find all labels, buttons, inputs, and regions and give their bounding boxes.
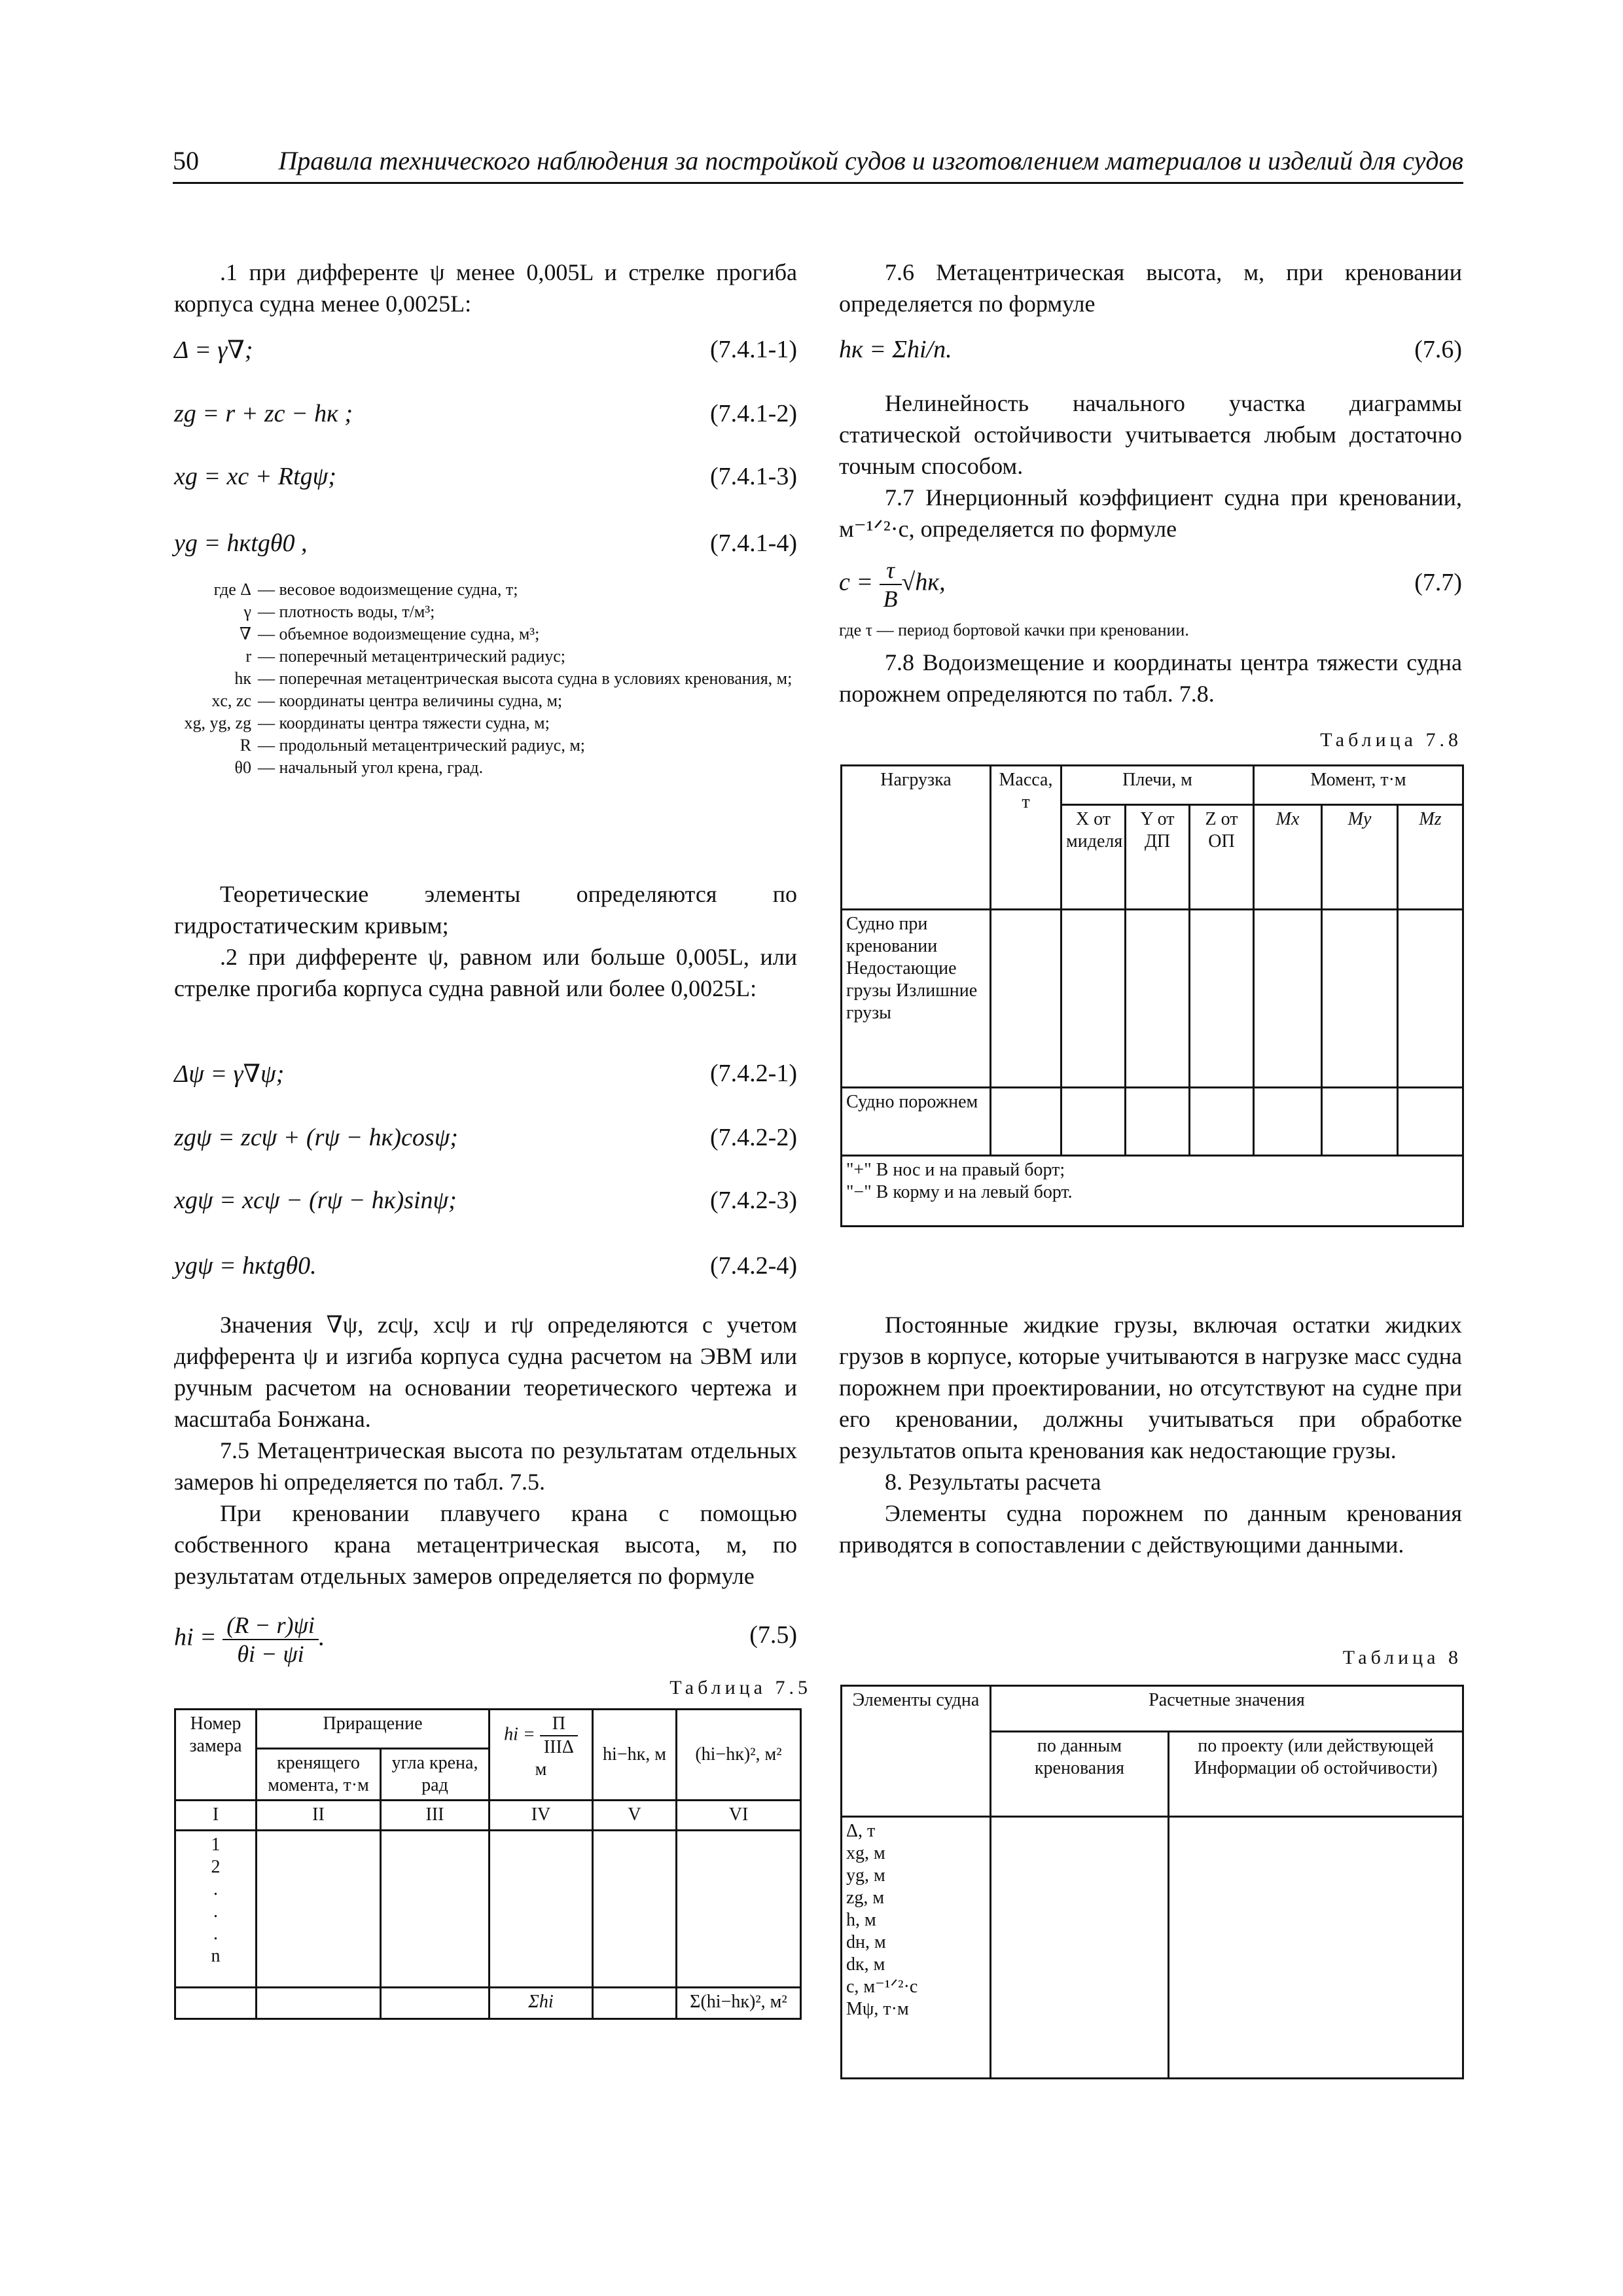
- where-item: r — поперечный метацентрический радиус;: [245, 647, 566, 666]
- equation-7-5: [174, 1606, 797, 1665]
- table-cell: [1169, 1817, 1463, 2079]
- right-paragraphs-3: [839, 619, 1462, 709]
- list-item: dн, м: [846, 1932, 886, 1952]
- formula: yg = hкtgθ0 ,: [174, 529, 308, 557]
- where-item: xg, yg, zg — координаты центра тяжести судна, м;: [184, 713, 550, 732]
- table-8: [840, 1685, 1464, 2079]
- equation-number: (7.6): [1414, 336, 1462, 363]
- where-item: xc, zc — координаты центра величины судна, м;: [211, 691, 563, 710]
- equation-7-7: [839, 556, 1462, 614]
- row-inclining: Судно при креновании Недостающие грузы Излишние грузы: [842, 910, 991, 1088]
- formula: zgψ = zcψ + (rψ − hк)cosψ;: [174, 1124, 458, 1151]
- page-number: 50: [173, 146, 199, 175]
- list-item: Mψ, т·м: [846, 1999, 909, 2019]
- roman-cell: III: [381, 1801, 490, 1831]
- paragraph-7-7: 7.7 Инерционный коэффициент судна при креновании, м⁻¹ᐟ²·с, определяется по формуле: [839, 484, 1462, 542]
- equation-number: (7.4.2-3): [710, 1187, 797, 1214]
- th-mz: Mz: [1398, 805, 1463, 910]
- table-cell: [991, 1088, 1061, 1156]
- right-paragraphs-4: [839, 1309, 1462, 1560]
- table-cell: [257, 1831, 381, 1988]
- paragraph-2-condition: .2 при дифференте ψ, равном или больше 0,005L, или стрелке прогиба корпуса судна равной или более 0,0025L:: [174, 944, 797, 1001]
- note-minus: "−" В корму и на левый борт.: [846, 1182, 1073, 1202]
- row-lightship: Судно порожнем: [842, 1088, 991, 1156]
- elements-list: [842, 1817, 991, 2079]
- right-paragraphs-2: [839, 387, 1462, 545]
- list-item: yg, м: [846, 1865, 885, 1886]
- equation-number: (7.4.1-2): [710, 400, 797, 427]
- table-cell: [1322, 910, 1398, 1088]
- equation-number: (7.7): [1414, 569, 1462, 596]
- table-cell: [1254, 1088, 1322, 1156]
- roman-cell: I: [175, 1801, 257, 1831]
- where-item: θ0 — начальный угол крена, град.: [234, 758, 484, 777]
- table-cell: [593, 1831, 677, 1988]
- equation-7-4-1-2: [174, 399, 797, 436]
- th-hi: hi = $\frac{П}{\text{IIIΔ}}$ м: [490, 1710, 593, 1801]
- paragraph-7-6: 7.6 Метацентрическая высота, м, при креновании определяется по формуле: [839, 259, 1462, 317]
- table-8-caption: Таблица 8: [1342, 1647, 1462, 1668]
- table-cell: [1061, 1088, 1126, 1156]
- th-diff: hi−hк, м: [593, 1710, 677, 1801]
- equation-7-4-1-4: [174, 529, 797, 565]
- paragraph-theory: Теоретические элементы определяются по гидростатическим кривым;: [174, 881, 797, 939]
- left-paragraphs-3: [174, 1309, 797, 1592]
- th-moment: Момент, т·м: [1254, 766, 1463, 805]
- table-cell: [175, 1988, 257, 2019]
- formula-tail: .: [318, 1623, 325, 1651]
- running-title: Правила технического наблюдения за постройкой судов и изготовлением материалов и изделий для судов: [278, 146, 1463, 175]
- formula-lhs: hi =: [174, 1623, 217, 1651]
- where-item: hк — поперечная метацентрическая высота судна в условиях кренования, м;: [234, 669, 793, 688]
- where-tau: где τ — период бортовой качки при креновании.: [839, 620, 1189, 639]
- list-item: xg, м: [846, 1843, 885, 1863]
- table-note: [842, 1156, 1463, 1227]
- table-cell: [1190, 1088, 1254, 1156]
- roman-cell: IV: [490, 1801, 593, 1831]
- equation-number: (7.4.1-3): [710, 463, 797, 490]
- formula: xg = xc + Rtgψ;: [174, 463, 336, 490]
- th-angle: угла крена, рад: [381, 1749, 490, 1801]
- fraction: [223, 1611, 319, 1668]
- th-mx: Mx: [1254, 805, 1322, 910]
- formula: ygψ = hкtgθ0.: [174, 1252, 317, 1280]
- th-calc-values: Расчетные значения: [991, 1686, 1463, 1732]
- th-mass: Масса, т: [991, 766, 1061, 910]
- equation-7-4-2-3: [174, 1186, 797, 1223]
- where-item: R — продольный метацентрический радиус, м;: [240, 736, 586, 755]
- table-cell: [1126, 1088, 1190, 1156]
- table-7-5-caption: Таблица 7.5: [669, 1677, 812, 1698]
- th-increment: Приращение: [257, 1710, 490, 1749]
- row-numbers: 1 2 . . . n: [175, 1831, 257, 1988]
- paragraph-comparison: Элементы судна порожнем по данным кренования приводятся в сопоставлении с действующими данными.: [839, 1500, 1462, 1558]
- roman-cell: VI: [677, 1801, 801, 1831]
- list-item: h, м: [846, 1910, 876, 1930]
- table-cell: [490, 1831, 593, 1988]
- th-y: Y от ДП: [1126, 805, 1190, 910]
- equation-7-4-2-2: [174, 1123, 797, 1160]
- th-load: Нагрузка: [842, 766, 991, 910]
- left-column: [174, 257, 797, 319]
- th-x: X от миделя: [1061, 805, 1126, 910]
- where-list: [174, 579, 797, 779]
- fraction-denominator: B: [883, 586, 898, 612]
- th-by-inclining: по данным кренования: [991, 1732, 1169, 1817]
- equation-number: (7.4.2-4): [710, 1252, 797, 1280]
- fraction: [880, 556, 902, 613]
- formula: xgψ = xcψ − (rψ − hк)sinψ;: [174, 1187, 457, 1214]
- th-arms: Плечи, м: [1061, 766, 1254, 805]
- equation-number: (7.5): [749, 1621, 797, 1649]
- table-cell: [1061, 910, 1126, 1088]
- equation-number: (7.4.2-1): [710, 1060, 797, 1087]
- th-z: Z от ОП: [1190, 805, 1254, 910]
- paragraph-7-8: 7.8 Водоизмещение и координаты центра тяжести судна порожнем определяются по табл. 7.8.: [839, 649, 1462, 707]
- left-paragraphs-2: [174, 878, 797, 1004]
- formula: Δψ = γ∇ψ;: [174, 1060, 285, 1088]
- table-cell: [1398, 910, 1463, 1088]
- roman-cell: II: [257, 1801, 381, 1831]
- th-by-project: по проекту (или действующей Информации об остойчивости): [1169, 1732, 1463, 1817]
- equation-number: (7.4.1-1): [710, 336, 797, 363]
- formula: zg = r + zc − hк ;: [174, 400, 353, 427]
- paragraph-7-5: 7.5 Метацентрическая высота по результатам отдельных замеров hi определяется по табл. 7.5.: [174, 1437, 797, 1495]
- formula-lhs: c =: [839, 568, 874, 596]
- equation-7-4-1-1: [174, 335, 797, 372]
- fraction-denominator: θi − ψi: [237, 1641, 304, 1667]
- list-item: dк, м: [846, 1954, 885, 1975]
- table-7-8-caption: Таблица 7.8: [1320, 729, 1462, 751]
- where-item: где Δ — весовое водоизмещение судна, т;: [213, 580, 518, 599]
- paragraph-liquid-loads: Постоянные жидкие грузы, включая остатки жидких грузов в корпусе, которые учитываются в нагрузке масс судна порожнем при проектировании, но отсутствуют на судне при его креновании, должны учитываться при обработке результатов опыта кренования как недостающие грузы.: [839, 1312, 1462, 1463]
- th-number: Номер замера: [175, 1710, 257, 1801]
- fraction-numerator: τ: [880, 556, 902, 585]
- table-cell: [1254, 910, 1322, 1088]
- table-cell: [381, 1831, 490, 1988]
- table-cell: [1126, 910, 1190, 1088]
- equation-number: (7.4.2-2): [710, 1124, 797, 1151]
- fraction-numerator: (R − r)ψi: [223, 1611, 319, 1640]
- table-cell: [991, 910, 1061, 1088]
- table-cell: [677, 1831, 801, 1988]
- table-cell: [991, 1817, 1169, 2079]
- equation-7-4-2-1: [174, 1059, 797, 1096]
- paragraph-values: Значения ∇ψ, zcψ, xcψ и rψ определяются с учетом дифферента ψ и изгиба корпуса судна расчетом на ЭВМ или ручным расчетом на основании теоретического чертежа и масштаба Бонжана.: [174, 1312, 797, 1432]
- section-8-heading: 8. Результаты расчета: [885, 1469, 1101, 1495]
- paragraph-1-condition: .1 при дифференте ψ менее 0,005L и стрелке прогиба корпуса судна менее 0,0025L:: [174, 259, 797, 317]
- equation-number: (7.4.1-4): [710, 529, 797, 557]
- formula: Δ = γ∇;: [174, 336, 253, 364]
- th-elements: Элементы судна: [842, 1686, 991, 1817]
- table-cell: [593, 1988, 677, 2019]
- table-cell: [1398, 1088, 1463, 1156]
- table-7-5: [174, 1708, 802, 2020]
- where-item: γ — плотность воды, т/м³;: [243, 602, 435, 621]
- th-square: (hi−hк)², м²: [677, 1710, 801, 1801]
- table-cell: [1322, 1088, 1398, 1156]
- list-item: Δ, т: [846, 1821, 876, 1841]
- page-header: [173, 145, 1463, 184]
- th-moment: кренящего момента, т·м: [257, 1749, 381, 1801]
- where-item: ∇ — объемное водоизмещение судна, м³;: [239, 624, 540, 643]
- table-cell: [381, 1988, 490, 2019]
- table-cell: [257, 1988, 381, 2019]
- equation-7-4-2-4: [174, 1251, 797, 1288]
- table-7-8: [840, 764, 1464, 1227]
- paragraph-crane: При креновании плавучего крана с помощью собственного крана метацентрическая высота, м, по результатам отдельных замеров определяется по формуле: [174, 1500, 797, 1589]
- table-cell: [1190, 910, 1254, 1088]
- formula-tail: √hк,: [901, 568, 946, 596]
- list-item: zg, м: [846, 1888, 885, 1908]
- sum-hi: Σhi: [490, 1988, 593, 2019]
- formula: hк = Σhi/n.: [839, 336, 952, 363]
- right-column-top: [839, 257, 1462, 319]
- paragraph-nonlinearity: Нелинейность начального участка диаграммы статической остойчивости учитывается любым достаточно точным способом.: [839, 390, 1462, 479]
- equation-7-4-1-3: [174, 462, 797, 499]
- th-my: My: [1322, 805, 1398, 910]
- equation-7-6: [839, 335, 1462, 372]
- roman-cell: V: [593, 1801, 677, 1831]
- note-plus: "+" В нос и на правый борт;: [846, 1160, 1065, 1180]
- sum-square: Σ(hi−hк)², м²: [677, 1988, 801, 2019]
- list-item: c, м⁻¹ᐟ²·с: [846, 1977, 918, 1997]
